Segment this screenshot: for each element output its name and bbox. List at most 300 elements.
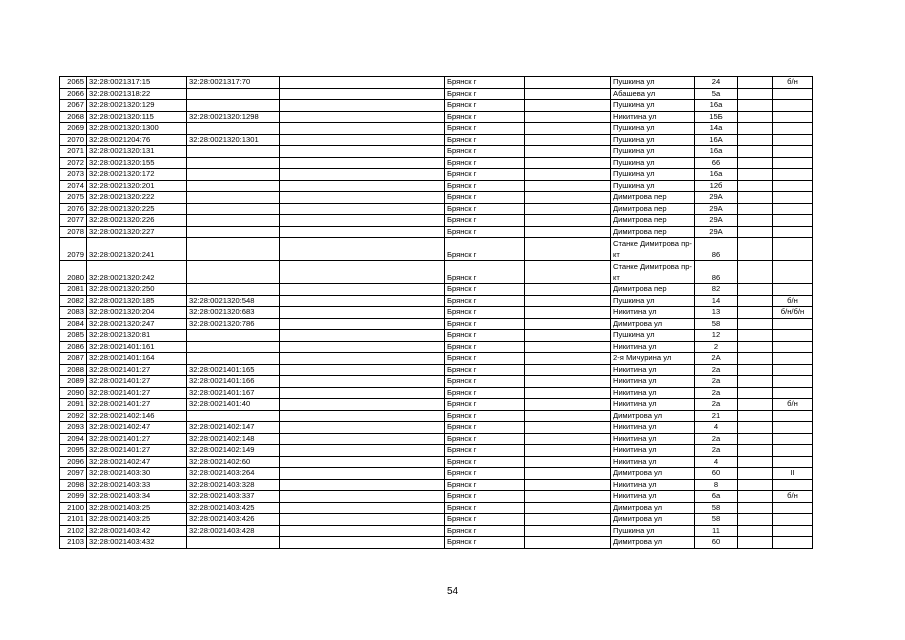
cell-row-number: 2080 bbox=[60, 261, 87, 284]
cell-house-number: 58 bbox=[695, 514, 738, 526]
cell-note bbox=[773, 100, 813, 112]
cell-empty-cell bbox=[738, 307, 773, 319]
cell-city: Брянск г bbox=[445, 353, 525, 365]
cell-cadastral-number: 32:28:0021401:164 bbox=[87, 353, 187, 365]
cell-empty-cell bbox=[738, 537, 773, 549]
cell-empty-cell bbox=[280, 123, 445, 135]
cell-empty-cell bbox=[280, 537, 445, 549]
table-row bbox=[60, 192, 813, 204]
table-row bbox=[60, 261, 813, 284]
cell-city: Брянск г bbox=[445, 203, 525, 215]
cell-empty-cell bbox=[738, 445, 773, 457]
cell-cadastral-number: 32:28:0021317:15 bbox=[87, 77, 187, 89]
cell-row-number: 2078 bbox=[60, 226, 87, 238]
cell-note bbox=[773, 157, 813, 169]
cell-note bbox=[773, 134, 813, 146]
cell-row-number: 2077 bbox=[60, 215, 87, 227]
cell-empty-cell bbox=[280, 514, 445, 526]
cell-object-number bbox=[187, 353, 280, 365]
table-row bbox=[60, 491, 813, 503]
cell-empty-cell bbox=[525, 525, 611, 537]
cell-street: Димитрова пер bbox=[611, 215, 695, 227]
cell-house-number: 29А bbox=[695, 192, 738, 204]
cell-city: Брянск г bbox=[445, 376, 525, 388]
cell-street: Никитина ул bbox=[611, 399, 695, 411]
table-row bbox=[60, 226, 813, 238]
cell-row-number: 2099 bbox=[60, 491, 87, 503]
cell-empty-cell bbox=[280, 353, 445, 365]
cell-empty-cell bbox=[738, 295, 773, 307]
table-row bbox=[60, 318, 813, 330]
cell-note bbox=[773, 387, 813, 399]
cell-object-number: 32:28:0021401:167 bbox=[187, 387, 280, 399]
cell-object-number bbox=[187, 284, 280, 296]
cell-empty-cell bbox=[525, 238, 611, 261]
cell-empty-cell bbox=[525, 77, 611, 89]
cell-object-number bbox=[187, 226, 280, 238]
cell-cadastral-number: 32:28:0021401:27 bbox=[87, 364, 187, 376]
cell-row-number: 2072 bbox=[60, 157, 87, 169]
cell-empty-cell bbox=[525, 433, 611, 445]
cell-row-number: 2089 bbox=[60, 376, 87, 388]
cell-cadastral-number: 32:28:0021318:22 bbox=[87, 88, 187, 100]
cell-object-number: 32:28:0021401:165 bbox=[187, 364, 280, 376]
cell-object-number bbox=[187, 238, 280, 261]
cell-empty-cell bbox=[280, 479, 445, 491]
cell-empty-cell bbox=[738, 491, 773, 503]
cell-object-number bbox=[187, 261, 280, 284]
table-row bbox=[60, 238, 813, 261]
cell-city: Брянск г bbox=[445, 456, 525, 468]
cell-empty-cell bbox=[738, 341, 773, 353]
table-row bbox=[60, 364, 813, 376]
cell-street: Димитрова ул bbox=[611, 410, 695, 422]
cell-object-number: 32:28:0021320:786 bbox=[187, 318, 280, 330]
cell-house-number: 6а bbox=[695, 491, 738, 503]
cell-cadastral-number: 32:28:0021401:161 bbox=[87, 341, 187, 353]
cell-cadastral-number: 32:28:0021403:432 bbox=[87, 537, 187, 549]
cell-house-number: 24 bbox=[695, 77, 738, 89]
table-row bbox=[60, 353, 813, 365]
cell-empty-cell bbox=[525, 192, 611, 204]
cell-cadastral-number: 32:28:0021320:129 bbox=[87, 100, 187, 112]
cell-empty-cell bbox=[525, 134, 611, 146]
cell-house-number: 60 bbox=[695, 537, 738, 549]
cell-city: Брянск г bbox=[445, 111, 525, 123]
cell-empty-cell bbox=[738, 192, 773, 204]
cell-note bbox=[773, 502, 813, 514]
table-row bbox=[60, 157, 813, 169]
cell-empty-cell bbox=[280, 307, 445, 319]
cell-note bbox=[773, 284, 813, 296]
cell-street: Димитрова пер bbox=[611, 192, 695, 204]
cell-note bbox=[773, 203, 813, 215]
cell-street: Пушкина ул bbox=[611, 134, 695, 146]
cell-note bbox=[773, 364, 813, 376]
cell-cadastral-number: 32:28:0021401:27 bbox=[87, 376, 187, 388]
cell-city: Брянск г bbox=[445, 215, 525, 227]
cell-empty-cell bbox=[280, 169, 445, 181]
cell-cadastral-number: 32:28:0021403:33 bbox=[87, 479, 187, 491]
cell-city: Брянск г bbox=[445, 399, 525, 411]
cell-house-number: 14 bbox=[695, 295, 738, 307]
cell-cadastral-number: 32:28:0021320:242 bbox=[87, 261, 187, 284]
cell-city: Брянск г bbox=[445, 341, 525, 353]
cell-cadastral-number: 32:28:0021320:1300 bbox=[87, 123, 187, 135]
cell-row-number: 2101 bbox=[60, 514, 87, 526]
cell-object-number: 32:28:0021402:147 bbox=[187, 422, 280, 434]
cell-note bbox=[773, 215, 813, 227]
cell-street: Пушкина ул bbox=[611, 123, 695, 135]
cell-empty-cell bbox=[525, 341, 611, 353]
page-number: 54 bbox=[446, 586, 459, 597]
cell-note bbox=[773, 330, 813, 342]
cell-note bbox=[773, 88, 813, 100]
cell-empty-cell bbox=[738, 525, 773, 537]
cell-house-number: 4 bbox=[695, 422, 738, 434]
cell-row-number: 2073 bbox=[60, 169, 87, 181]
cell-row-number: 2084 bbox=[60, 318, 87, 330]
cell-empty-cell bbox=[280, 399, 445, 411]
cell-empty-cell bbox=[738, 169, 773, 181]
cell-street: Димитрова ул bbox=[611, 318, 695, 330]
cell-row-number: 2082 bbox=[60, 295, 87, 307]
cell-city: Брянск г bbox=[445, 226, 525, 238]
cell-empty-cell bbox=[280, 502, 445, 514]
table-row bbox=[60, 203, 813, 215]
cell-house-number: 8 bbox=[695, 479, 738, 491]
cell-note bbox=[773, 525, 813, 537]
cell-empty-cell bbox=[525, 226, 611, 238]
cell-empty-cell bbox=[738, 376, 773, 388]
table-row bbox=[60, 88, 813, 100]
cell-cadastral-number: 32:28:0021401:27 bbox=[87, 445, 187, 457]
cell-empty-cell bbox=[525, 387, 611, 399]
cell-empty-cell bbox=[738, 410, 773, 422]
cell-empty-cell bbox=[525, 261, 611, 284]
cell-street: Никитина ул bbox=[611, 456, 695, 468]
table-row bbox=[60, 433, 813, 445]
table-body bbox=[60, 77, 813, 549]
cell-cadastral-number: 32:28:0021320:247 bbox=[87, 318, 187, 330]
cell-empty-cell bbox=[738, 226, 773, 238]
cell-row-number: 2098 bbox=[60, 479, 87, 491]
table-row bbox=[60, 100, 813, 112]
table-row bbox=[60, 215, 813, 227]
cell-empty-cell bbox=[525, 215, 611, 227]
cell-house-number: 11 bbox=[695, 525, 738, 537]
cell-empty-cell bbox=[738, 203, 773, 215]
cell-empty-cell bbox=[525, 514, 611, 526]
cell-empty-cell bbox=[525, 146, 611, 158]
cell-house-number: 2А bbox=[695, 353, 738, 365]
cell-row-number: 2085 bbox=[60, 330, 87, 342]
cell-empty-cell bbox=[280, 180, 445, 192]
cell-row-number: 2068 bbox=[60, 111, 87, 123]
cell-empty-cell bbox=[738, 502, 773, 514]
cell-cadastral-number: 32:28:0021320:131 bbox=[87, 146, 187, 158]
cell-note bbox=[773, 479, 813, 491]
cell-empty-cell bbox=[738, 134, 773, 146]
cell-empty-cell bbox=[525, 88, 611, 100]
cell-empty-cell bbox=[280, 226, 445, 238]
cell-empty-cell bbox=[525, 203, 611, 215]
cell-empty-cell bbox=[738, 238, 773, 261]
cell-row-number: 2088 bbox=[60, 364, 87, 376]
cell-cadastral-number: 32:28:0021320:225 bbox=[87, 203, 187, 215]
cell-street: Пушкина ул bbox=[611, 157, 695, 169]
cell-cadastral-number: 32:28:0021320:115 bbox=[87, 111, 187, 123]
cell-cadastral-number: 32:28:0021320:241 bbox=[87, 238, 187, 261]
cell-object-number bbox=[187, 180, 280, 192]
cell-note: б/н bbox=[773, 77, 813, 89]
cell-note: б/н/б/н bbox=[773, 307, 813, 319]
cell-house-number: 16а bbox=[695, 146, 738, 158]
cell-cadastral-number: 32:28:0021401:27 bbox=[87, 387, 187, 399]
cell-street: Никитина ул bbox=[611, 111, 695, 123]
cell-note bbox=[773, 456, 813, 468]
table-row bbox=[60, 399, 813, 411]
cell-empty-cell bbox=[280, 330, 445, 342]
cell-object-number bbox=[187, 203, 280, 215]
cell-cadastral-number: 32:28:0021401:27 bbox=[87, 433, 187, 445]
cell-empty-cell bbox=[525, 284, 611, 296]
cell-street: Димитрова ул bbox=[611, 537, 695, 549]
cell-city: Брянск г bbox=[445, 169, 525, 181]
cell-house-number: 13 bbox=[695, 307, 738, 319]
cell-object-number: 32:28:0021403:328 bbox=[187, 479, 280, 491]
cell-city: Брянск г bbox=[445, 422, 525, 434]
cell-note bbox=[773, 192, 813, 204]
cell-city: Брянск г bbox=[445, 330, 525, 342]
table-row bbox=[60, 134, 813, 146]
cell-empty-cell bbox=[280, 238, 445, 261]
cell-empty-cell bbox=[280, 146, 445, 158]
cell-house-number: 2а bbox=[695, 387, 738, 399]
cell-house-number: 12б bbox=[695, 180, 738, 192]
cell-city: Брянск г bbox=[445, 318, 525, 330]
table-row bbox=[60, 307, 813, 319]
cell-empty-cell bbox=[525, 330, 611, 342]
cell-city: Брянск г bbox=[445, 491, 525, 503]
cell-house-number: 58 bbox=[695, 318, 738, 330]
cell-house-number: 60 bbox=[695, 468, 738, 480]
cell-note bbox=[773, 123, 813, 135]
cell-empty-cell bbox=[525, 399, 611, 411]
cell-empty-cell bbox=[280, 433, 445, 445]
cell-row-number: 2071 bbox=[60, 146, 87, 158]
cell-house-number: 21 bbox=[695, 410, 738, 422]
cell-street: Димитрова ул bbox=[611, 514, 695, 526]
cell-row-number: 2092 bbox=[60, 410, 87, 422]
cell-cadastral-number: 32:28:0021403:25 bbox=[87, 514, 187, 526]
cell-city: Брянск г bbox=[445, 146, 525, 158]
table-row bbox=[60, 479, 813, 491]
cell-street: Пушкина ул bbox=[611, 100, 695, 112]
cell-cadastral-number: 32:28:0021402:47 bbox=[87, 422, 187, 434]
cell-empty-cell bbox=[525, 502, 611, 514]
cell-city: Брянск г bbox=[445, 307, 525, 319]
cell-object-number: 32:28:0021403:428 bbox=[187, 525, 280, 537]
cell-object-number bbox=[187, 410, 280, 422]
cell-row-number: 2083 bbox=[60, 307, 87, 319]
cell-street: Никитина ул bbox=[611, 376, 695, 388]
cell-street: Димитрова ул bbox=[611, 502, 695, 514]
cell-note bbox=[773, 537, 813, 549]
cell-empty-cell bbox=[525, 468, 611, 480]
cell-street: Никитина ул bbox=[611, 364, 695, 376]
cell-empty-cell bbox=[280, 284, 445, 296]
cell-object-number: 32:28:0021320:683 bbox=[187, 307, 280, 319]
cell-house-number: 86 bbox=[695, 238, 738, 261]
cell-note bbox=[773, 146, 813, 158]
cell-empty-cell bbox=[280, 491, 445, 503]
cell-empty-cell bbox=[738, 399, 773, 411]
cell-empty-cell bbox=[280, 525, 445, 537]
cell-object-number: 32:28:0021403:264 bbox=[187, 468, 280, 480]
cell-empty-cell bbox=[525, 537, 611, 549]
cell-empty-cell bbox=[525, 422, 611, 434]
cell-note bbox=[773, 514, 813, 526]
cell-house-number: 4 bbox=[695, 456, 738, 468]
cell-house-number: 82 bbox=[695, 284, 738, 296]
cell-note bbox=[773, 318, 813, 330]
cell-street: Димитрова ул bbox=[611, 468, 695, 480]
cell-house-number: 5а bbox=[695, 88, 738, 100]
cell-cadastral-number: 32:28:0021402:47 bbox=[87, 456, 187, 468]
cell-house-number: 2а bbox=[695, 376, 738, 388]
cell-city: Брянск г bbox=[445, 514, 525, 526]
cell-empty-cell bbox=[525, 491, 611, 503]
cell-empty-cell bbox=[280, 261, 445, 284]
cell-street: Станке Димитрова пр-кт bbox=[611, 238, 695, 261]
cell-empty-cell bbox=[738, 318, 773, 330]
cell-row-number: 2081 bbox=[60, 284, 87, 296]
cell-street: 2-я Мичурина ул bbox=[611, 353, 695, 365]
cell-row-number: 2097 bbox=[60, 468, 87, 480]
cell-empty-cell bbox=[738, 284, 773, 296]
cell-street: Никитина ул bbox=[611, 491, 695, 503]
cell-object-number: 32:28:0021317:70 bbox=[187, 77, 280, 89]
cell-object-number: 32:28:0021320:1298 bbox=[187, 111, 280, 123]
cell-note bbox=[773, 261, 813, 284]
cell-empty-cell bbox=[525, 169, 611, 181]
cell-row-number: 2065 bbox=[60, 77, 87, 89]
cell-object-number bbox=[187, 123, 280, 135]
cell-row-number: 2076 bbox=[60, 203, 87, 215]
cell-object-number: 32:28:0021401:166 bbox=[187, 376, 280, 388]
cell-city: Брянск г bbox=[445, 284, 525, 296]
cell-object-number bbox=[187, 88, 280, 100]
cell-city: Брянск г bbox=[445, 100, 525, 112]
cell-street: Димитрова пер bbox=[611, 203, 695, 215]
cell-row-number: 2074 bbox=[60, 180, 87, 192]
cell-object-number bbox=[187, 192, 280, 204]
cell-object-number: 32:28:0021320:548 bbox=[187, 295, 280, 307]
cell-empty-cell bbox=[525, 479, 611, 491]
cell-city: Брянск г bbox=[445, 134, 525, 146]
cell-house-number: 2а bbox=[695, 433, 738, 445]
cell-city: Брянск г bbox=[445, 433, 525, 445]
cell-city: Брянск г bbox=[445, 537, 525, 549]
cell-object-number: 32:28:0021402:148 bbox=[187, 433, 280, 445]
cell-cadastral-number: 32:28:0021320:172 bbox=[87, 169, 187, 181]
cell-street: Пушкина ул bbox=[611, 180, 695, 192]
cell-row-number: 2086 bbox=[60, 341, 87, 353]
cell-row-number: 2090 bbox=[60, 387, 87, 399]
cell-empty-cell bbox=[280, 387, 445, 399]
cell-street: Никитина ул bbox=[611, 445, 695, 457]
cell-house-number: 29А bbox=[695, 226, 738, 238]
cell-note bbox=[773, 111, 813, 123]
table-row bbox=[60, 376, 813, 388]
cell-empty-cell bbox=[280, 134, 445, 146]
cell-empty-cell bbox=[738, 111, 773, 123]
cell-cadastral-number: 32:28:0021403:30 bbox=[87, 468, 187, 480]
cell-row-number: 2070 bbox=[60, 134, 87, 146]
cell-cadastral-number: 32:28:0021320:81 bbox=[87, 330, 187, 342]
cell-city: Брянск г bbox=[445, 261, 525, 284]
cell-empty-cell bbox=[280, 410, 445, 422]
cell-object-number bbox=[187, 157, 280, 169]
cell-house-number: 86 bbox=[695, 261, 738, 284]
cell-note bbox=[773, 445, 813, 457]
cell-cadastral-number: 32:28:0021320:185 bbox=[87, 295, 187, 307]
cell-empty-cell bbox=[525, 456, 611, 468]
table-row bbox=[60, 537, 813, 549]
cell-empty-cell bbox=[738, 364, 773, 376]
cell-row-number: 2069 bbox=[60, 123, 87, 135]
cell-city: Брянск г bbox=[445, 238, 525, 261]
cell-street: Димитрова пер bbox=[611, 284, 695, 296]
table-row bbox=[60, 456, 813, 468]
cell-empty-cell bbox=[280, 364, 445, 376]
cell-cadastral-number: 32:28:0021320:155 bbox=[87, 157, 187, 169]
cell-city: Брянск г bbox=[445, 180, 525, 192]
cell-city: Брянск г bbox=[445, 295, 525, 307]
cell-empty-cell bbox=[525, 123, 611, 135]
table-row bbox=[60, 341, 813, 353]
cell-row-number: 2067 bbox=[60, 100, 87, 112]
cell-note bbox=[773, 226, 813, 238]
table-row bbox=[60, 295, 813, 307]
cell-empty-cell bbox=[280, 295, 445, 307]
cell-empty-cell bbox=[280, 215, 445, 227]
table-row bbox=[60, 525, 813, 537]
table-row bbox=[60, 77, 813, 89]
cell-empty-cell bbox=[738, 77, 773, 89]
cell-street: Никитина ул bbox=[611, 479, 695, 491]
cell-street: Никитина ул bbox=[611, 433, 695, 445]
cell-cadastral-number: 32:28:0021320:204 bbox=[87, 307, 187, 319]
cell-empty-cell bbox=[280, 376, 445, 388]
cell-note bbox=[773, 410, 813, 422]
cell-empty-cell bbox=[280, 318, 445, 330]
cell-empty-cell bbox=[738, 157, 773, 169]
table-row bbox=[60, 330, 813, 342]
cell-street: Пушкина ул bbox=[611, 295, 695, 307]
table-row bbox=[60, 169, 813, 181]
cadastral-table bbox=[59, 76, 813, 549]
cell-house-number: 2а bbox=[695, 445, 738, 457]
cell-empty-cell bbox=[280, 100, 445, 112]
cell-row-number: 2091 bbox=[60, 399, 87, 411]
cell-empty-cell bbox=[280, 192, 445, 204]
cell-empty-cell bbox=[738, 146, 773, 158]
cell-empty-cell bbox=[280, 88, 445, 100]
cell-empty-cell bbox=[525, 111, 611, 123]
cell-row-number: 2095 bbox=[60, 445, 87, 457]
